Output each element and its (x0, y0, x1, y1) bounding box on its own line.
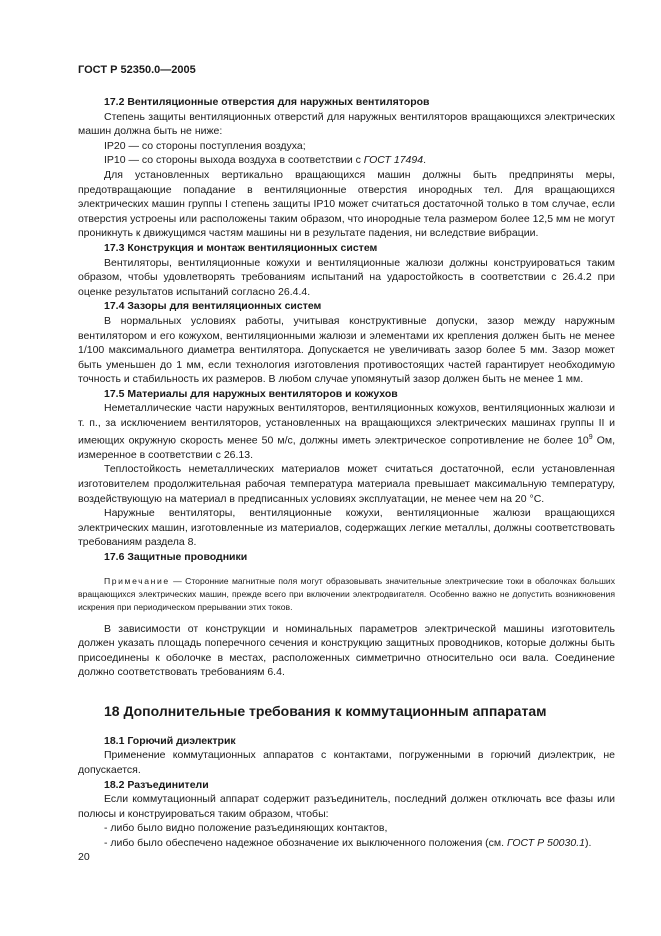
paragraph: Если коммутационный аппарат содержит разъединитель, последний должен отключать все фазы или полюсы и конструироваться таким образом, чтобы: (78, 793, 615, 820)
paragraph: Для установленных вертикально вращающихся машин должны быть предприняты меры, предотвращающие попадание в вентиляционные отверстия инородных тел. Для вращающихся электрических машин группы I степень защиты IP10 может считаться достаточной только в том случае, если отверстия устроены или расположены таким образом, что инородные тела размером более 12,5 мм не могут проникнуть к движущимся частям машины ни в результате падения, ни вследствие вибрации. (78, 168, 615, 240)
standard-reference: ГОСТ Р 50030.1 (506, 837, 585, 850)
paragraph: Степень защиты вентиляционных отверстий для наружных вентиляторов вращающихся электрических машин должна быть не ниже: (78, 110, 615, 138)
document-header: ГОСТ Р 52350.0—2005 (78, 64, 196, 76)
note: Примечание — Сторонние магнитные поля могут образовывать значительные электрические токи в оболочках больших вращающихся электрических машин, прежде всего при включении электродвигателя. Особенно важно не допустить возникновения искрения при периодическом прерывании этих токов. (78, 575, 615, 612)
section-18-2-heading: 18.2 Разъединители (104, 778, 209, 791)
section-18-1-heading: 18.1 Горючий диэлектрик (104, 734, 236, 747)
section-17-3-heading: 17.3 Конструкция и монтаж вентиляционных систем (104, 241, 378, 254)
list-item: - либо было обеспечено надежное обозначение их выключенного положения (см. ГОСТ Р 50030.1). (104, 837, 592, 850)
exponent: 9 (588, 433, 593, 441)
section-17-5-heading: 17.5 Материалы для наружных вентиляторов и кожухов (104, 387, 398, 400)
paragraph: Вентиляторы, вентиляционные кожухи и вентиляционные жалюзи должны конструироваться таким образом, чтобы удовлетворять требованиям испытаний на ударостойкость в соответствии с 26.4.2 при оценке результатов испытаний согласно 26.4.4. (78, 256, 615, 298)
paragraph: В зависимости от конструкции и номинальных параметров электрической машины изготовитель должен указать площадь поперечного сечения и конструкцию защитных проводников, которые должны быть присоединены к оболочке в местах, расположенных симметрично относительно оси вала. Соединение должно соответствовать требованиям 6.4. (78, 622, 615, 679)
note-label: Примечание (104, 575, 170, 586)
document-body (78, 95, 615, 851)
paragraph: IP10 — со стороны выхода воздуха в соответствии с ГОСТ 17494. (104, 154, 426, 167)
section-17-6-heading: 17.6 Защитные проводники (104, 550, 248, 563)
paragraph: Наружные вентиляторы, вентиляционные кожухи, вентиляционные жалюзи вращающихся электрических машин, изготовленные из материалов, содержащих легкие металлы, должны соответствовать требованиям раздела 8. (78, 507, 615, 549)
section-17-4-heading: 17.4 Зазоры для вентиляционных систем (104, 300, 322, 313)
paragraph: IP20 — со стороны поступления воздуха; (104, 139, 306, 152)
standard-reference: ГОСТ 17494 (363, 154, 424, 167)
paragraph: В нормальных условиях работы, учитывая конструктивные допуски, зазор между наружным вентилятором и его кожухом, вентиляционными жалюзи и элементами их крепления должен быть не менее 1/100 максимального диаметра вентилятора. Допускается не увеличивать зазор более 5 мм. Зазор может быть уменьшен до 1 мм, если технология изготовления противостоящих частей гарантирует необходимую точность и стабильность их размеров. В любом случае упомянутый зазор должен быть не менее 1 мм. (78, 314, 615, 386)
paragraph: Теплостойкость неметаллических материалов может считаться достаточной, если установленная изготовителем продолжительная рабочая температура материала превышает максимальную температуру, воздействующую на материал в предписанных условиях эксплуатации, не менее чем на 20 °С. (78, 463, 615, 505)
section-17-2-heading: 17.2 Вентиляционные отверстия для наружных вентиляторов (104, 96, 430, 108)
paragraph: Применение коммутационных аппаратов с контактами, погруженными в горючий диэлектрик, не допускается. (78, 749, 615, 777)
paragraph: Неметаллические части наружных вентиляторов, вентиляционных кожухов, вентиляционных жалюзи и т. п., за исключением вентиляторов, установленных на вращающихся электрических машинах группы II и имеющих окружную скорость менее 50 м/с, должны иметь электрическое сопротивление не более $10^9$ Ом, измеренное в соответствии с 26.13. (78, 402, 615, 461)
list-item: - либо было видно положение разъединяющих контактов, (104, 822, 388, 835)
page-number: 20 (78, 851, 90, 863)
section-18-heading: 18 Дополнительные требования к коммутационным аппаратам (104, 702, 547, 719)
